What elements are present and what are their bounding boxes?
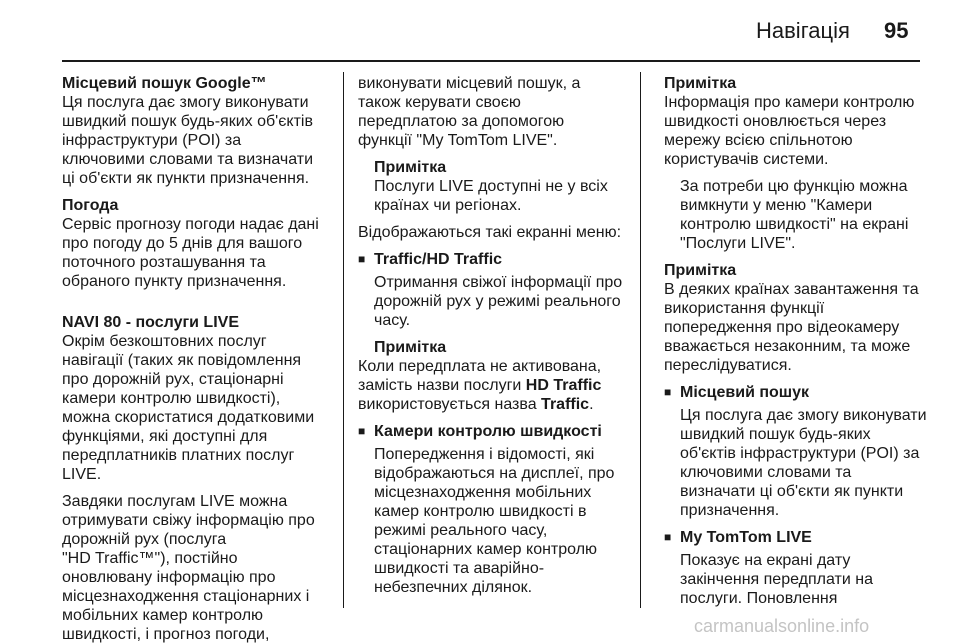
watermark: carmanualsonline.info bbox=[694, 616, 870, 636]
text-line: ключовими словами та bbox=[680, 464, 852, 481]
bullet-square-icon: ■ bbox=[358, 252, 366, 266]
bullet-square-icon: ■ bbox=[664, 530, 672, 544]
column-divider-1 bbox=[343, 72, 344, 608]
paragraph-weather bbox=[62, 215, 334, 291]
text-line: послуги. Поновлення bbox=[680, 590, 838, 607]
service-name-traffic: Traffic bbox=[541, 396, 590, 413]
column-1 bbox=[62, 74, 334, 644]
note-subscription-text bbox=[358, 357, 630, 414]
text-line: Попередження і відомості, які bbox=[374, 446, 595, 463]
text-span: замість назви послуги bbox=[358, 377, 522, 394]
service-name-hd-traffic: HD Traffic bbox=[525, 377, 602, 394]
bullet-my-tomtom-live-text bbox=[664, 547, 926, 608]
bullet-speed-cameras bbox=[358, 422, 630, 441]
text-line: про погоду до 5 днів для вашого bbox=[62, 235, 303, 252]
text-span: використовується назва bbox=[358, 396, 537, 413]
text-line: часу. bbox=[374, 312, 411, 329]
text-line: користувачів системи. bbox=[664, 151, 829, 168]
text-line: камер контролю швидкості в bbox=[374, 503, 587, 520]
heading-navi-live: NAVI 80 - послуги LIVE bbox=[62, 314, 239, 331]
note-camera-updates bbox=[664, 74, 926, 169]
text-line: Сервіс прогнозу погоди надає дані bbox=[62, 216, 319, 233]
text-line: відображаються на дисплеї, про bbox=[374, 465, 615, 482]
text-line: LIVE. bbox=[62, 466, 102, 483]
text-line: В деяких країнах завантаження та bbox=[664, 281, 919, 298]
text-line: Отримання свіжої інформації про bbox=[374, 274, 623, 291]
text-line: вимкнути у меню "Камери bbox=[680, 197, 873, 214]
column-3 bbox=[664, 74, 926, 608]
text-line: поточного розташування та bbox=[62, 254, 266, 271]
text-line: оновлювану інформацію про bbox=[62, 569, 276, 586]
text-line: вважається незаконним, та може bbox=[664, 338, 911, 355]
bullet-my-tomtom-live bbox=[664, 528, 926, 547]
note-title: Примітка bbox=[374, 159, 447, 176]
heading-weather: Погода bbox=[62, 197, 119, 214]
text-line: стаціонарних камер контролю bbox=[374, 541, 598, 558]
text-line: "Послуги LIVE". bbox=[680, 235, 796, 252]
text-line: мобільних камер контролю bbox=[62, 607, 264, 624]
text-line: місцезнаходження мобільних bbox=[374, 484, 592, 501]
text-line: можна скористатися додатковими bbox=[62, 409, 315, 426]
bullet-traffic bbox=[358, 250, 630, 269]
page-title: Навігація bbox=[756, 18, 850, 43]
text-line: Завдяки послугам LIVE можна bbox=[62, 493, 288, 510]
text-line: також керувати своєю bbox=[358, 94, 521, 111]
text-line: дорожній рух у режимі реального bbox=[374, 293, 621, 310]
text-line: швидкості та аварійно- bbox=[374, 560, 545, 577]
text-line: ці об'єкти як пункти призначення. bbox=[62, 170, 310, 187]
bullet-title: My TomTom LIVE bbox=[680, 529, 812, 546]
text-line: ключовими словами та визначати bbox=[62, 151, 314, 168]
text-line: швидкий пошук будь-яких об'єктів bbox=[62, 113, 313, 130]
bullet-local-search bbox=[664, 383, 926, 402]
note-title: Примітка bbox=[664, 75, 737, 92]
text-line: Окрім безкоштовних послуг bbox=[62, 333, 267, 350]
text-line: країнах чи регіонах. bbox=[374, 197, 522, 214]
menu-intro: Відображаються такі екранні меню: bbox=[358, 224, 622, 241]
text-line bbox=[358, 376, 630, 395]
text-line: навігації (таких як повідомлення bbox=[62, 352, 302, 369]
bullet-square-icon: ■ bbox=[664, 385, 672, 399]
text-line: про дорожній рух, стаціонарні bbox=[62, 371, 284, 388]
bullet-speed-cameras-text bbox=[358, 441, 630, 597]
page-header bbox=[0, 0, 960, 60]
column-2 bbox=[358, 74, 630, 597]
bullet-title: Місцевий пошук bbox=[680, 384, 810, 401]
text-line: передплатою за допомогою bbox=[358, 113, 565, 130]
text-line: отримувати свіжу інформацію про bbox=[62, 512, 315, 529]
text-line: обраного пункту призначення. bbox=[62, 273, 287, 290]
heading-google-search: Місцевий пошук Google™ bbox=[62, 75, 267, 92]
text-line: швидкості, і прогноз погоди, bbox=[62, 626, 270, 643]
text-line: мережу всією спільнотою bbox=[664, 132, 853, 149]
text-line: Ця послуга дає змогу виконувати bbox=[62, 94, 309, 111]
text-span: . bbox=[589, 396, 594, 413]
paragraph-google-search bbox=[62, 93, 334, 188]
text-line: об'єктів інфраструктури (POI) за bbox=[680, 445, 920, 462]
text-line: швидкий пошук будь-яких bbox=[680, 426, 871, 443]
text-line: передплатників платних послуг bbox=[62, 447, 295, 464]
text-line: функції "My TomTom LIVE". bbox=[358, 132, 558, 149]
text-line: дорожній рух (послуга bbox=[62, 531, 227, 548]
text-line: призначення. bbox=[680, 502, 780, 519]
text-line: місцезнаходження стаціонарних і bbox=[62, 588, 310, 605]
text-line bbox=[358, 395, 630, 414]
text-line: функціями, які доступні для bbox=[62, 428, 268, 445]
text-line: За потреби цю функцію можна bbox=[680, 178, 908, 195]
text-line: попередження про відеокамеру bbox=[664, 319, 900, 336]
bullet-title: Камери контролю швидкості bbox=[374, 423, 602, 440]
header-rule bbox=[62, 60, 920, 62]
paragraph-live-benefits bbox=[62, 492, 334, 644]
text-line: швидкості оновлюється через bbox=[664, 113, 887, 130]
bullet-title: Traffic/HD Traffic bbox=[374, 251, 503, 268]
text-line: Коли передплата не активована, bbox=[358, 358, 602, 375]
note-subscription bbox=[358, 338, 630, 357]
text-line: використання функції bbox=[664, 300, 825, 317]
text-line: "HD Traffic™"), постійно bbox=[62, 550, 238, 567]
bullet-traffic-text bbox=[358, 269, 630, 330]
text-line: закінчення передплати на bbox=[680, 571, 873, 588]
text-line: камери контролю швидкості), bbox=[62, 390, 281, 407]
paragraph-continued bbox=[358, 74, 630, 150]
text-line: Інформація про камери контролю bbox=[664, 94, 915, 111]
text-line: небезпечних ділянок. bbox=[374, 579, 533, 596]
text-line: контролю швидкості" на екрані bbox=[680, 216, 909, 233]
note-availability bbox=[358, 158, 630, 215]
text-line: режимі реального часу, bbox=[374, 522, 548, 539]
text-line: інфраструктури (POI) за bbox=[62, 132, 242, 149]
text-line: визначати ці об'єкти як пункти bbox=[680, 483, 904, 500]
text-line: переслідуватися. bbox=[664, 357, 792, 374]
note-legal bbox=[664, 261, 926, 375]
bullet-local-search-text bbox=[664, 402, 926, 520]
page-number: 95 bbox=[884, 18, 909, 43]
note-title: Примітка bbox=[374, 339, 447, 356]
note-title: Примітка bbox=[664, 262, 737, 279]
note-camera-updates-indent bbox=[664, 177, 926, 253]
text-line: виконувати місцевий пошук, а bbox=[358, 75, 581, 92]
bullet-square-icon: ■ bbox=[358, 424, 366, 438]
column-divider-2 bbox=[640, 72, 641, 608]
text-line: Ця послуга дає змогу виконувати bbox=[680, 407, 927, 424]
text-line: Показує на екрані дату bbox=[680, 552, 851, 569]
text-line: Послуги LIVE доступні не у всіх bbox=[374, 178, 608, 195]
paragraph-navi-live bbox=[62, 332, 334, 484]
